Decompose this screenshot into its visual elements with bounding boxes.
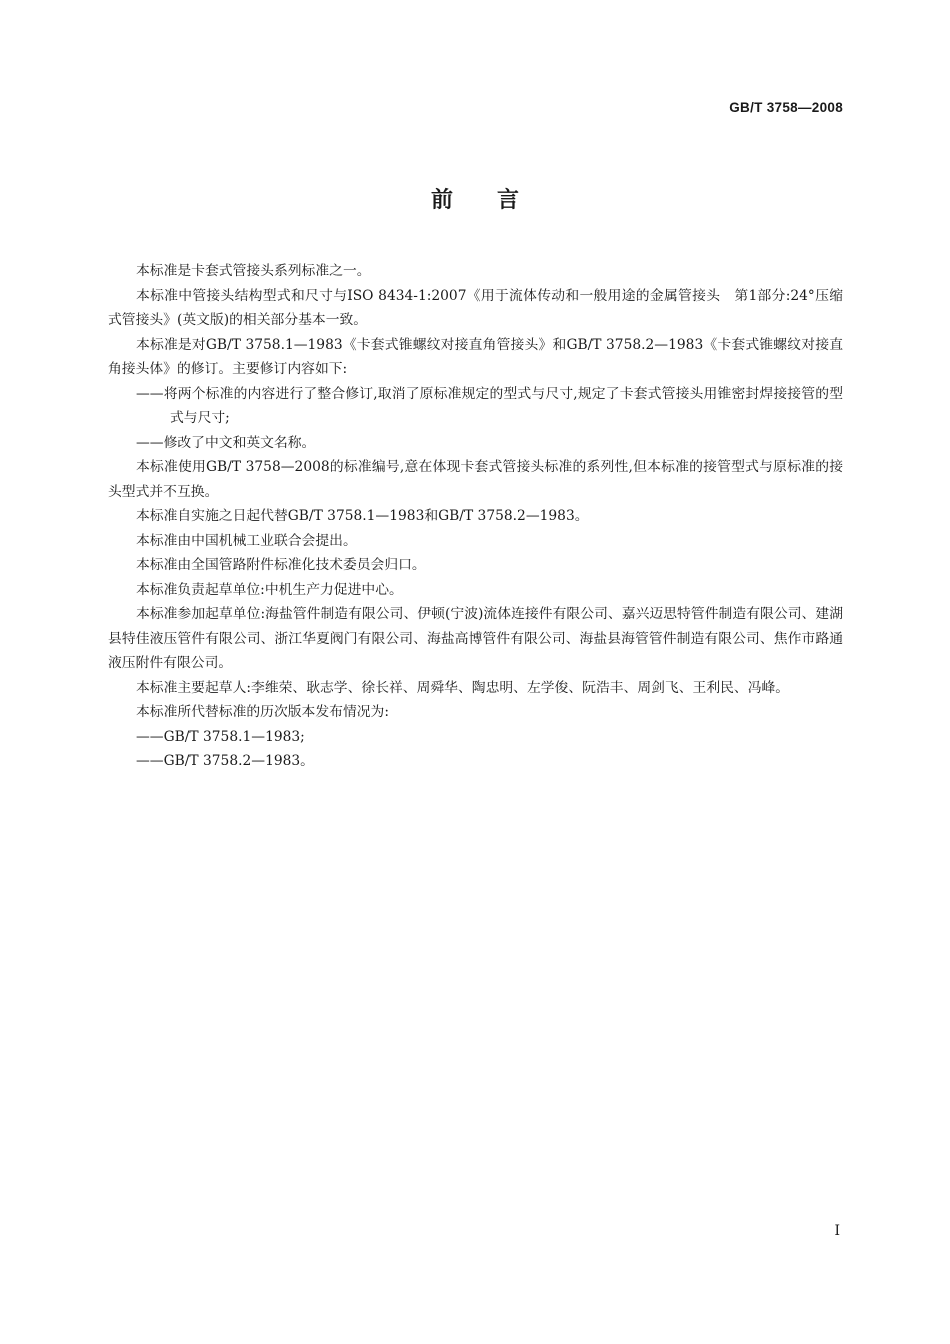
paragraph: 本标准自实施之日起代替GB/T 3758.1—1983和GB/T 3758.2—1983。 (136, 508, 589, 524)
paragraph: 本标准所代替标准的历次版本发布情况为: (136, 704, 389, 720)
history-item: ——GB/T 3758.2—1983。 (136, 753, 314, 769)
paragraph: 本标准参加起草单位:海盐管件制造有限公司、伊顿(宁波)流体连接件有限公司、嘉兴迈思特管件制造有限公司、建湖县特佳液压管件有限公司、浙江华夏阀门有限公司、海盐高博管件有限公司、海盐县海管管件制造有限公司、焦作市路通液压附件有限公司。 (108, 606, 843, 671)
paragraph: 本标准主要起草人:李维荣、耿志学、徐长祥、周舜华、陶忠明、左学俊、阮浩丰、周剑飞、王利民、冯峰。 (136, 679, 790, 696)
paragraph: 本标准是对GB/T 3758.1—1983《卡套式锥螺纹对接直角管接头》和GB/T 3758.2—1983《卡套式锥螺纹对接直角接头体》的修订。主要修订内容如下: (108, 336, 843, 377)
revision-item: ——将两个标准的内容进行了整合修订,取消了原标准规定的型式与尺寸,规定了卡套式管接头用锥密封焊接接管的型式与尺寸; (136, 385, 843, 426)
paragraph: 本标准由全国管路附件标准化技术委员会归口。 (136, 557, 426, 573)
page-title: 前言 (430, 188, 563, 213)
foreword-body (108, 259, 843, 774)
history-item: ——GB/T 3758.1—1983; (136, 728, 305, 745)
page-number: I (834, 1223, 840, 1239)
revision-item: ——修改了中文和英文名称。 (136, 434, 316, 451)
paragraph: 本标准负责起草单位:中机生产力促进中心。 (136, 581, 403, 598)
paragraph: 本标准中管接头结构型式和尺寸与ISO 8434-1:2007《用于流体传动和一般用途的金属管接头 第1部分:24°压缩式管接头》(英文版)的相关部分基本一致。 (108, 287, 843, 328)
paragraph: 本标准是卡套式管接头系列标准之一。 (136, 263, 371, 279)
paragraph: 本标准使用GB/T 3758—2008的标准编号,意在体现卡套式管接头标准的系列性,但本标准的接管型式与原标准的接头型式并不互换。 (108, 459, 843, 500)
standard-code: GB/T 3758—2008 (729, 100, 843, 115)
paragraph: 本标准由中国机械工业联合会提出。 (136, 532, 357, 549)
